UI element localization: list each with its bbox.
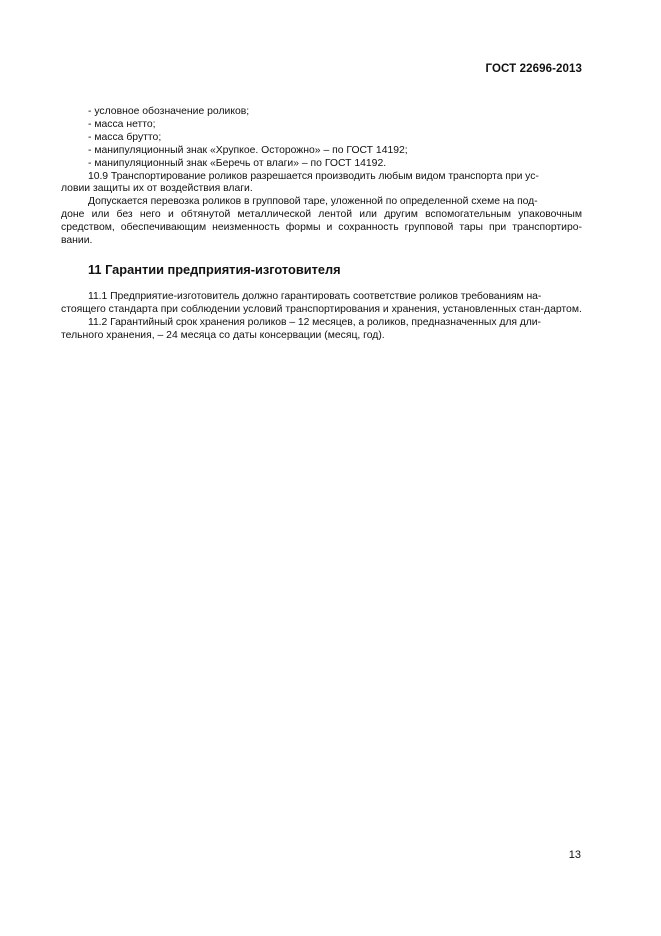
paragraph-first-line: Допускается перевозка роликов в групповой таре, уложенной по определенной схеме на под- (88, 196, 538, 208)
paragraph-rest: тельного хранения, – 24 месяца со даты консервации (месяц, год). (61, 329, 385, 341)
list-item: - манипуляционный знак «Беречь от влаги» – по ГОСТ 14192. (88, 157, 387, 169)
paragraph-rest: доне или без него и обтянутой металлической лентой или другим вспомогательным упаковочным средством, обеспечивающим неизменность формы и сохранность групповой тары при транспортиро-вании. (61, 209, 582, 247)
paragraph-first-line: 10.9 Транспортирование роликов разрешается производить любым видом транспорта при ус- (88, 170, 539, 182)
document-id-header: ГОСТ 22696-2013 (485, 63, 582, 75)
document-body (61, 106, 582, 343)
paragraph-rest: ловии защиты их от воздействия влаги. (61, 183, 253, 195)
list-item: - масса брутто; (88, 131, 162, 143)
list-item: - условное обозначение роликов; (88, 106, 250, 117)
list-item: - масса нетто; (88, 118, 156, 130)
paragraph-first-line: 11.2 Гарантийный срок хранения роликов – 12 месяцев, а роликов, предназначенных для дли- (88, 316, 541, 328)
paragraph-rest: стоящего стандарта при соблюдении условий транспортирования и хранения, установленных стан-дартом. (61, 303, 582, 315)
page-number: 13 (568, 849, 581, 861)
paragraph-transport-allowance (61, 196, 582, 248)
paragraph-11-2 (61, 316, 582, 343)
list-item: - манипуляционный знак «Хрупкое. Осторожно» – по ГОСТ 14192; (88, 144, 408, 156)
paragraph-10-9 (61, 170, 582, 197)
paragraph-first-line: 11.1 Предприятие-изготовитель должно гарантировать соответствие роликов требованиям на- (88, 290, 542, 302)
section-11-heading: 11 Гарантии предприятия-изготовителя (88, 261, 341, 277)
paragraph-11-1 (61, 290, 582, 317)
